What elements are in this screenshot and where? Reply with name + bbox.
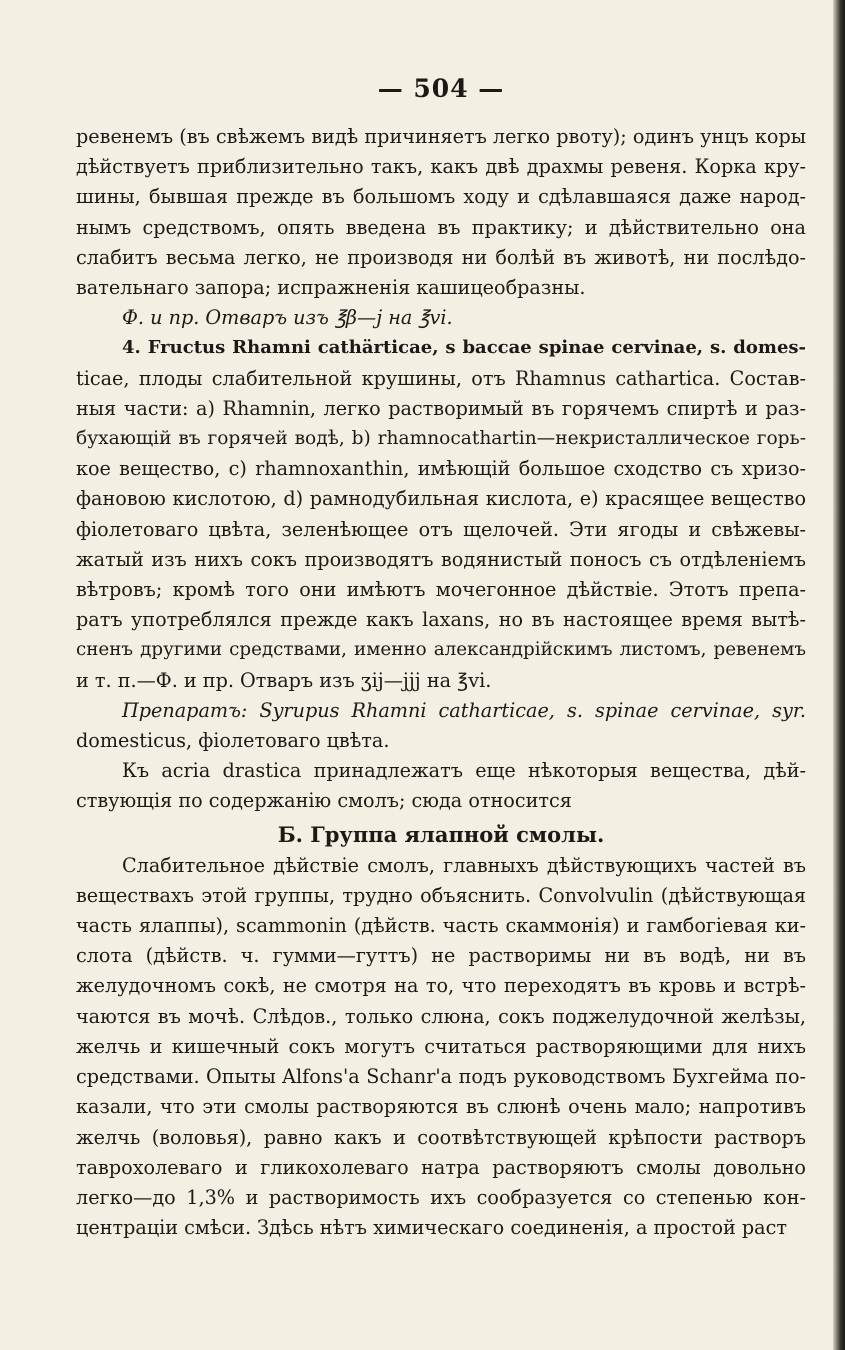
text-line: чаются въ мочѣ. Слѣдов., только слюна, сокъ поджелудочной желѣзы,	[76, 1004, 806, 1028]
text-line: желчь (воловья), равно какъ и соотвѣтствующей крѣпости растворъ	[76, 1125, 806, 1149]
text-line: Къ acria drastica принадлежатъ еще нѣкоторыя вещества, дѣй-	[122, 759, 806, 783]
paragraph-formula-1	[76, 303, 806, 333]
text-line: нымъ средствомъ, опять введена въ практику; и дѣйствительно она	[76, 215, 806, 239]
text-line: желудочномъ сокѣ, не смотря на то, что переходятъ въ кровь и встрѣ-	[76, 974, 806, 998]
text-line: ныя части: a) Rhamnin, легко растворимый въ горячемъ спиртѣ и раз-	[76, 396, 806, 420]
page-number: — 504 —	[377, 74, 505, 103]
text-line: таврохолеваго и гликохолеваго натра растворяютъ смолы довольно	[76, 1155, 806, 1179]
text-line: domesticus, фіолетоваго цвѣта.	[76, 729, 390, 753]
paragraph-resins	[76, 851, 806, 1244]
text-line: желчь и кишечный сокъ могутъ считаться растворяющими для нихъ	[76, 1034, 806, 1058]
paragraph-fructus-rhamni	[76, 333, 806, 695]
text-line: слабитъ весьма легко, не производя ни болѣй въ животѣ, ни послѣдо-	[76, 245, 806, 269]
text-line: бухающій въ горячей водѣ, b) rhamnocathartin—некристаллическое горь-	[76, 428, 806, 450]
paragraph-acria-drastica	[76, 756, 806, 816]
text-line: Ф. и пр. Отваръ изъ ℥β—j на ℥vi.	[122, 306, 453, 330]
paragraph-rhubarb-bark	[76, 122, 806, 303]
text-line: кое вещество, c) rhamnoxanthin, имѣющій большое сходство съ хризо-	[76, 457, 806, 481]
text-line: фановою кислотою, d) рамнодубильная кислота, e) красящее вещество	[76, 487, 806, 511]
text-line: 4. Fructus Rhamni cathärticae, s baccae spinae cervinae, s. domes-	[122, 337, 806, 359]
text-line: слота (дѣйств. ч. гумми—гуттъ) не растворимы ни въ водѣ, ни въ	[76, 944, 806, 968]
text-line: ревенемъ (въ свѣжемъ видѣ причиняетъ легко рвоту); одинъ унцъ коры	[76, 125, 806, 148]
text-line: ticae, плоды слабительной крушины, отъ Rhamnus cathartica. Состав-	[76, 366, 806, 390]
text-line: легко—до 1,3% и растворимость ихъ сообразуется со степенью кон-	[76, 1185, 806, 1209]
text-line: шины, бывшая прежде въ большомъ ходу и сдѣлавшаяся даже народ-	[76, 185, 806, 209]
text-line: дѣйствуетъ приблизительно такъ, какъ двѣ драхмы ревеня. Корка кру-	[76, 155, 806, 179]
text-line: вательнаго запора; испражненія кашицеобразны.	[76, 276, 586, 300]
text-line: вѣтровъ; кромѣ того они имѣютъ мочегонное дѣйствіе. Этотъ препа-	[76, 578, 806, 602]
text-line: Препаратъ: Syrupus Rhamni catharticae, s. spinae cervinae, syr.	[122, 698, 806, 722]
document-page	[76, 70, 806, 1243]
page-edge-shadow	[833, 0, 845, 1350]
text-line: центраціи смѣси. Здѣсь нѣтъ химическаго соединенія, а простой раст	[76, 1216, 787, 1240]
text-line: фіолетоваго цвѣта, зеленѣющее отъ щелочей. Эти ягоды и свѣжевы-	[76, 517, 806, 541]
section-heading: Б. Группа ялапной смолы.	[277, 821, 605, 847]
text-line: ствующія по содержанію смолъ; сюда относится	[76, 789, 572, 813]
text-line: веществахъ этой группы, трудно объяснить. Convolvulin (дѣйствующая	[76, 883, 806, 907]
text-line: и т. п.—Ф. и пр. Отваръ изъ ʒij—jjj на ℥vi.	[76, 668, 492, 692]
text-line: ратъ употреблялся прежде какъ laxans, но въ настоящее время вытѣ-	[76, 608, 806, 632]
text-line: часть ялаппы), scammonin (дѣйств. часть скаммонія) и гамбогіевая ки-	[76, 914, 806, 938]
paragraph-preparation	[76, 696, 806, 756]
text-line: казали, что эти смолы растворяются въ слюнѣ очень мало; напротивъ	[76, 1095, 806, 1119]
text-line: Слабительное дѣйствіе смолъ, главныхъ дѣйствующихъ частей въ	[122, 853, 806, 877]
text-line: сненъ другими средствами, именно александрійскимъ листомъ, ревенемъ	[76, 639, 806, 661]
text-line: средствами. Опыты Alfons'a Schanr'a подъ руководствомъ Бухгейма по-	[76, 1065, 806, 1089]
text-line: жатый изъ нихъ сокъ производятъ водянистый поносъ съ отдѣленіемъ	[76, 547, 806, 571]
